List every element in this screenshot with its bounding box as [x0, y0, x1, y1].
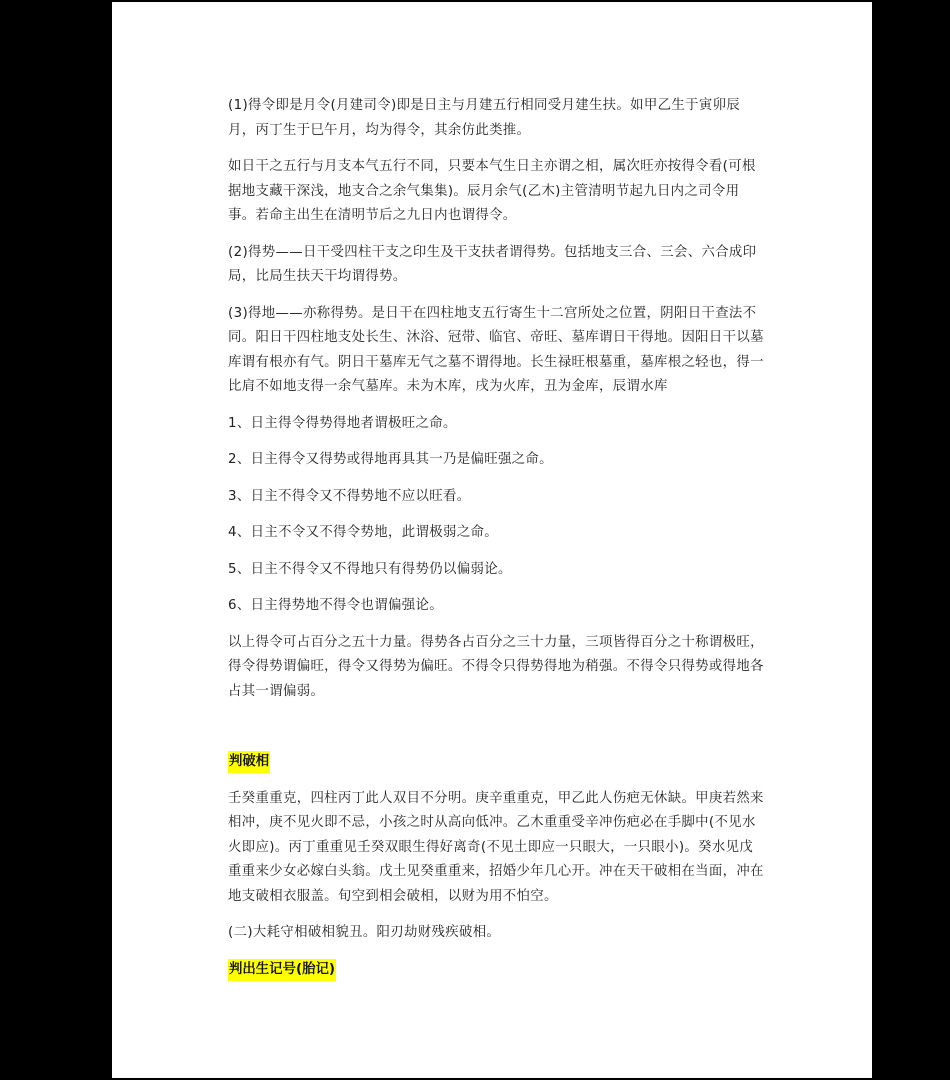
paragraph-dedi: (3)得地——亦称得势。是日干在四柱地支五行寄生十二宫所处之位置，阴阳日干查法不同。阳日干四柱地支处长生、沐浴、冠带、临官、帝旺、墓库谓日干得地。因阳日干以墓库谓有根亦有气。阴日干墓库无气之墓不谓得地。长生禄旺根墓重，墓库根之轻也，得一比肩不如地支得一余气墓库。未为木库，戌为火库，丑为金库，辰谓水库 [228, 305, 764, 394]
paragraph-summary: 以上得令可占百分之五十力量。得势各占百分之三十力量，三项皆得百分之十称谓极旺，得令得势谓偏旺，得令又得势为偏旺。不得令只得势得地为稍强。不得令只得势或得地各占其一谓偏弱。 [228, 634, 764, 699]
list-item: 2、日主得令又得势或得地再具其一乃是偏旺强之命。 [228, 452, 553, 467]
list-item: 1、日主得令得势得地者谓极旺之命。 [228, 415, 457, 431]
document-body [228, 94, 766, 994]
paragraph-poxiang: 壬癸重重克，四柱丙丁此人双目不分明。庚辛重重克，甲乙此人伤疤无休缺。甲庚若然来相冲，庚不见火即不忌，小孩之时从高向低冲。乙木重重受辛冲伤疤必在手脚中(不见水火即应)。丙丁重重见壬癸双眼生得好离奇(不见土即应一只眼大，一只眼小)。癸水见戊重重来少女必嫁白头翁。戊土见癸重重来，招婚少年几心开。冲在天干破相在当面，冲在地支破相衣服盖。旬空到相会破相，以财为用不怕空。 [228, 790, 764, 904]
list-item: 6、日主得势地不得令也谓偏强论。 [228, 598, 443, 613]
paragraph-deshi: (2)得势——日干受四柱干支之印生及干支扶者谓得势。包括地支三合、三会、六合成印局，比局生扶天干均谓得势。 [228, 244, 757, 284]
paragraph-deling-note: 如日干之五行与月支本气五行不同，只要本气生日主亦谓之相，属次旺亦按得令看(可根据地支藏干深浅，地支合之余气集集)。辰月余气(乙木)主管清明节起九日内之司令用事。若命主出生在清明节后之九日内也谓得令。 [228, 159, 756, 223]
list-item: 4、日主不令又不得令势地，此谓极弱之命。 [228, 525, 498, 540]
document-page [112, 2, 872, 1078]
section-gap [228, 716, 766, 750]
section-heading-birthmark: 判出生记号(胎记) [228, 959, 336, 981]
paragraph-dahao: (二)大耗守相破相貌丑。阳刃劫财残疾破相。 [228, 925, 501, 940]
list-item: 3、日主不得令又不得势地不应以旺看。 [228, 488, 471, 504]
heading-wrapper [228, 750, 766, 775]
paragraph-deling: (1)得令即是月令(月建司令)即是日主与月建五行相同受月建生扶。如甲乙生于寅卯辰月，丙丁生于巳午月，均为得令，其余仿此类推。 [228, 98, 741, 138]
section-heading-poxiang: 判破相 [228, 751, 270, 773]
list-item: 5、日主不得令又不得地只有得势仍以偏弱论。 [228, 561, 512, 577]
heading-wrapper [228, 958, 766, 983]
